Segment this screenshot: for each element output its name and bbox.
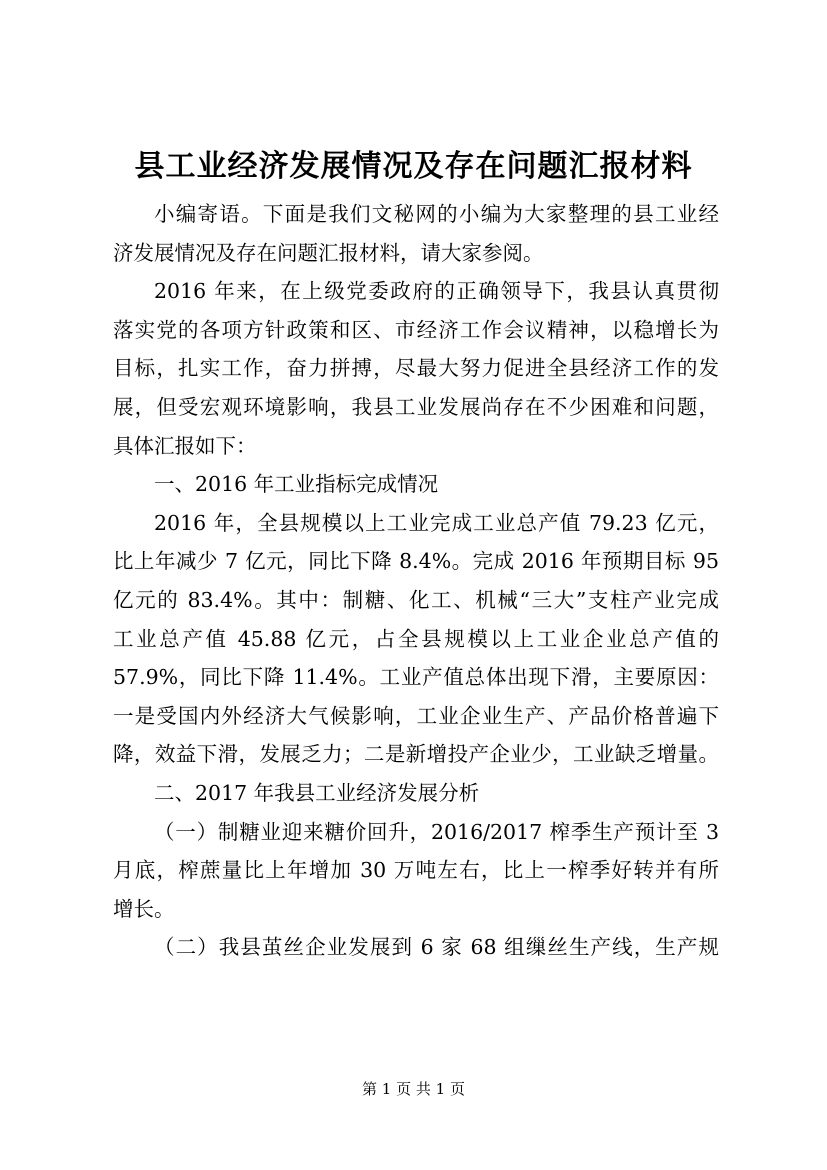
page-number-footer: 第 1 页 共 1 页 bbox=[362, 1080, 465, 1098]
paragraph-line: 增长。 bbox=[113, 896, 175, 921]
document-body bbox=[113, 195, 719, 967]
document-title: 县工业经济发展情况及存在问题汇报材料 bbox=[134, 149, 693, 184]
paragraph-line: 工业总产值 45.88 亿元，占全县规模以上工业企业总产值的 bbox=[113, 626, 719, 651]
paragraph-line: （一）制糖业迎来糖价回升，2016/2017 榨季生产预计至 3 bbox=[154, 819, 719, 844]
paragraph-line: 降，效益下滑，发展乏力；二是新增投产企业少，工业缺乏增量。 bbox=[113, 742, 719, 767]
paragraph-line: 展，但受宏观环境影响，我县工业发展尚存在不少困难和问题， bbox=[113, 394, 719, 419]
paragraph-line: 具体汇报如下： bbox=[113, 433, 257, 458]
paragraph-line: （二）我县茧丝企业发展到 6 家 68 组缫丝生产线，生产规 bbox=[154, 935, 719, 960]
paragraph-line: 月底，榨蔗量比上年增加 30 万吨左右，比上一榨季好转并有所 bbox=[113, 858, 719, 883]
section-heading: 一、2016 年工业指标完成情况 bbox=[154, 472, 439, 497]
paragraph-line: 目标，扎实工作，奋力拼搏，尽最大努力促进全县经济工作的发 bbox=[113, 356, 719, 381]
section-heading: 二、2017 年我县工业经济发展分析 bbox=[154, 780, 480, 805]
paragraph-line: 亿元的 83.4%。其中：制糖、化工、机械“三大”支柱产业完成 bbox=[113, 587, 719, 612]
paragraph-line: 57.9%，同比下降 11.4%。工业产值总体出现下滑，主要原因： bbox=[113, 665, 719, 690]
paragraph-line: 比上年减少 7 亿元，同比下降 8.4%。完成 2016 年预期目标 95 bbox=[113, 549, 719, 574]
paragraph-line: 2016 年，全县规模以上工业完成工业总产值 79.23 亿元， bbox=[154, 510, 719, 535]
paragraph-line: 济发展情况及存在问题汇报材料，请大家参阅。 bbox=[113, 240, 544, 265]
paragraph-line: 落实党的各项方针政策和区、市经济工作会议精神，以稳增长为 bbox=[113, 317, 719, 342]
paragraph-line: 一是受国内外经济大气候影响，工业企业生产、产品价格普遍下 bbox=[113, 703, 719, 728]
paragraph-line: 小编寄语。下面是我们文秘网的小编为大家整理的县工业经 bbox=[154, 202, 719, 226]
paragraph-line: 2016 年来，在上级党委政府的正确领导下，我县认真贯彻 bbox=[154, 279, 719, 304]
